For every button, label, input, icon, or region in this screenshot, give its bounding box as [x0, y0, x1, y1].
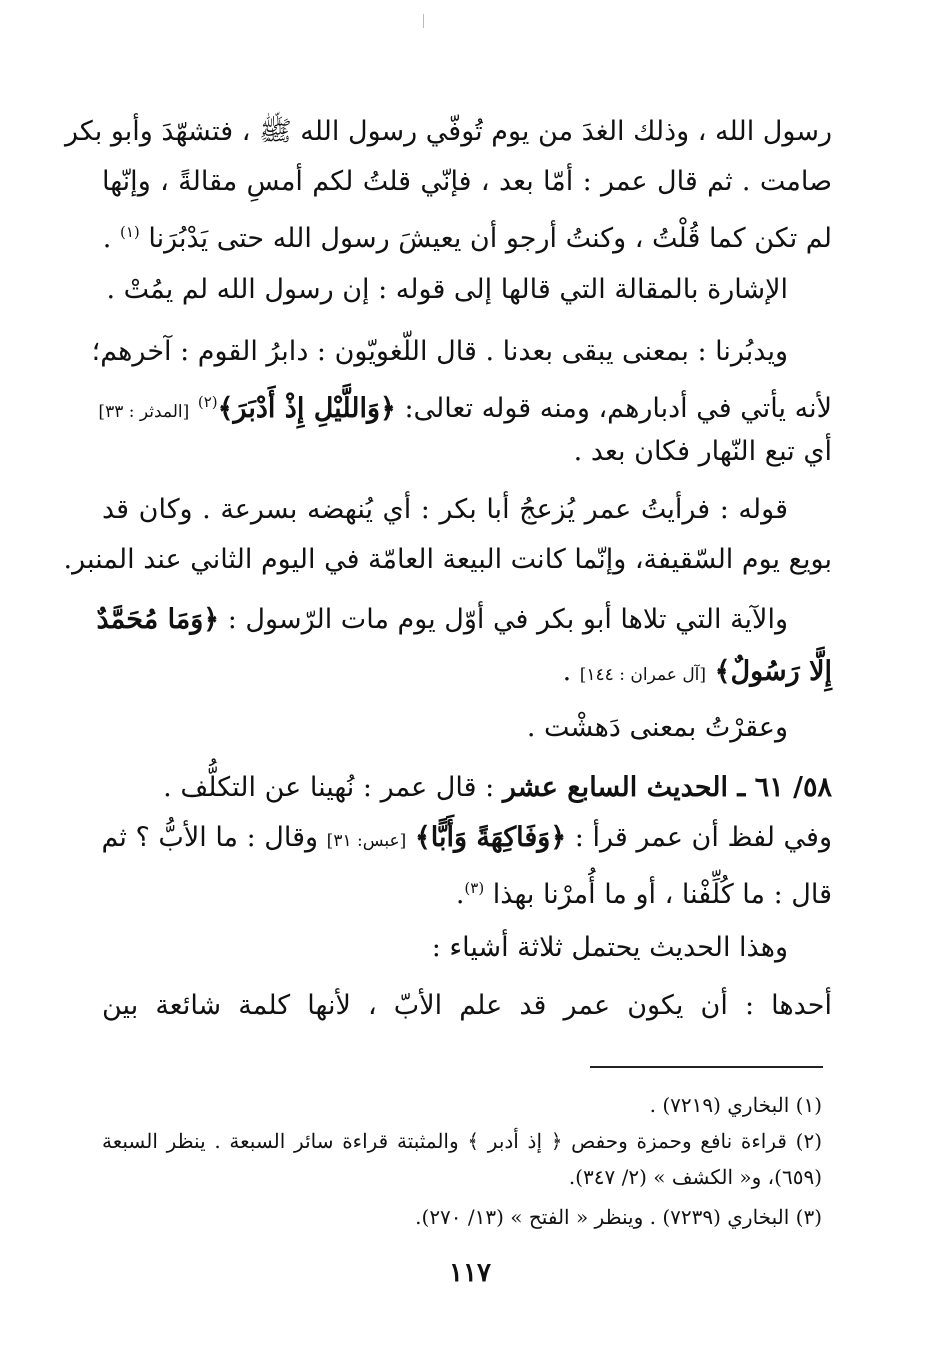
text-line-1: رسول الله ، وذلك الغدَ من يوم تُوفّي رسول الله ﷺ ، فتشهّدَ وأبو بكر	[64, 116, 832, 147]
text-line-9: بويع يوم السّقيفة، وإنّما كانت البيعة العامّة في اليوم الثاني عند المنبر.	[63, 544, 832, 575]
verse-reference: [عبس: ٣١]	[326, 831, 407, 851]
footnote-ref-2: (٢)	[197, 393, 218, 411]
footnote-1: (١) البخاري (٧٢١٩) .	[649, 1093, 822, 1117]
text-line-4: الإشارة بالمقالة التي قالها إلى قوله : إن رسول الله لم يمُتْ .	[106, 274, 788, 305]
text-line-12: وعقرْتُ بمعنى دَهشْت .	[526, 712, 788, 743]
text-line-5: ويدبُرنا : بمعنى يبقى بعدنا . قال اللّغويّون : دابرُ القوم : آخرهم؛	[91, 336, 788, 367]
verse-reference: [المدثر : ٣٣]	[98, 402, 190, 422]
hadith-heading: ٥٨/ ٦١ ـ الحديث السابع عشر : قال عمر : نُهينا عن التكلُّف .	[163, 772, 832, 803]
footnote-separator	[590, 1066, 823, 1068]
text-line-8: قوله : فرأيتُ عمر يُزعجُ أبا بكر : أي يُنهضه بسرعة . وكان قد	[102, 494, 788, 525]
quran-verse: ﴿وَفَاكِهَةً وَأَبًّا﴾	[414, 822, 567, 853]
text-line-11: إِلَّا رَسُولٌ﴾ [آل عمران : ١٤٤] .	[562, 656, 832, 687]
text-line-3: لم تكن كما قُلْتُ ، وكنتُ أرجو أن يعيشَ رسول الله حتى يَدْبُرَنا $^{(١)}$ .	[102, 223, 832, 254]
text-line-7: أي تبع النّهار فكان بعد .	[573, 436, 832, 467]
text-line-15: قال : ما كُلِّفْنا ، أو ما أُمرْنا بهذا $^{(٣)}$.	[455, 879, 832, 910]
page-number: ١١٧	[449, 1258, 491, 1288]
footnote-3: (٣) البخاري (٧٢٣٩) . وينظر « الفتح » (١٣/ ٢٧٠).	[415, 1205, 822, 1229]
verse-reference: [آل عمران : ١٤٤]	[579, 665, 707, 685]
text-line-10: والآية التي تلاها أبو بكر في أوّل يوم مات الرّسول : ﴿وَمَا مُحَمَّدٌ	[96, 604, 788, 635]
top-mark	[423, 14, 424, 28]
quran-verse: ﴿وَاللَّيْلِ إِذْ أَدْبَرَ﴾	[217, 393, 396, 424]
quran-verse: ﴿وَمَا مُحَمَّدٌ	[96, 604, 220, 635]
footnote-ref-1: (١)	[119, 223, 140, 241]
text-line-17: أحدها : أن يكون عمر قد علم الأبّ ، لأنها كلمة شائعة بين	[102, 990, 832, 1021]
text-line-2: صامت . ثم قال عمر : أمّا بعد ، فإنّي قلتُ لكم أمسِ مقالةً ، وإنّها	[102, 166, 832, 197]
footnote-2-continued: (٦٥٩)، و« الكشف » (٢/ ٣٤٧).	[568, 1165, 822, 1189]
footnote-ref-3: (٣)	[464, 879, 485, 897]
text-line-6: لأنه يأتي في أدبارهم، ومنه قوله تعالى: ﴿وَاللَّيْلِ إِذْ أَدْبَرَ﴾$^{(٢)}$ [المدثر : ٣٣]	[98, 393, 832, 424]
text-line-14: وفي لفظ أن عمر قرأ : ﴿وَفَاكِهَةً وَأَبًّا﴾ [عبس: ٣١] وقال : ما الأبُّ ؟ ثم	[101, 822, 832, 853]
hadith-title: ٥٨/ ٦١ ـ الحديث السابع عشر	[502, 772, 832, 803]
footnote-2: (٢) قراءة نافع وحمزة وحفص ﴿ إذ أدبر ﴾ والمثبتة قراءة سائر السبعة . ينظر السبعة	[102, 1129, 822, 1153]
text-line-16: وهذا الحديث يحتمل ثلاثة أشياء :	[431, 932, 788, 963]
quran-verse: إِلَّا رَسُولٌ﴾	[714, 656, 832, 687]
